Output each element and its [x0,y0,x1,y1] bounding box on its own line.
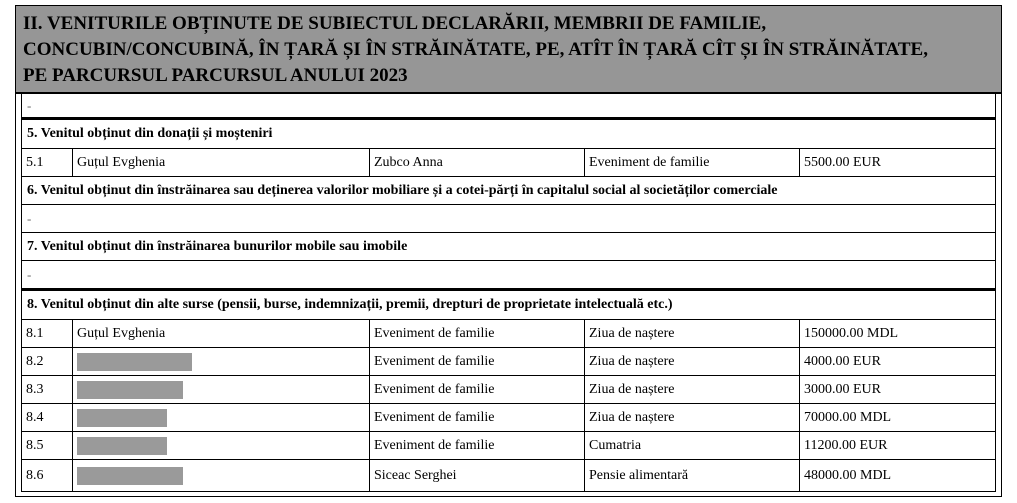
row-source: Eveniment de familie [369,376,584,403]
row-type: Ziua de naștere [584,348,799,375]
row-amount: 3000.00 EUR [799,376,995,403]
declaration-section-frame [15,5,1002,497]
row-number: 8.3 [26,381,44,397]
row-source: Eveniment de familie [369,348,584,375]
section-6-title: 6. Venitul obținut din înstrăinarea sau deținerea valorilor mobiliare și a cotei-părți în capitalul social al societăților comerciale [27,182,778,198]
section-8-heading [22,289,995,320]
row-amount: 11200.00 EUR [799,432,995,459]
table-row [22,404,995,432]
row-person: Guțul Evghenia [72,320,369,347]
row-number: 8.4 [26,409,44,425]
row-person: Guțul Evghenia [72,149,369,176]
row-person [72,460,369,491]
row-type: Eveniment de familie [584,149,799,176]
row-number: 8.6 [26,467,44,483]
row-type: Ziua de naștere [584,320,799,347]
row-person [72,348,369,375]
empty-dash: - [27,210,32,226]
redaction-block [77,353,192,371]
row-amount: 48000.00 MDL [799,460,995,491]
section-5-heading [22,118,995,149]
table-row [22,376,995,404]
empty-dash: - [27,266,32,282]
row-number: 8.5 [26,437,44,453]
income-table [21,94,996,492]
row-amount: 70000.00 MDL [799,404,995,431]
table-row [22,432,995,460]
redaction-block [77,409,167,427]
row-source: Eveniment de familie [369,432,584,459]
row-source: Zubco Anna [369,149,584,176]
section-6-heading [22,177,995,205]
header-line-2: CONCUBIN/CONCUBINĂ, ÎN ȚARĂ ȘI ÎN STRĂINĂTATE, PE, ATÎT ÎN ȚARĂ CÎT ȘI ÎN STRĂINĂTATE, [23,39,928,60]
row-type: Ziua de naștere [584,404,799,431]
row-number: 5.1 [26,154,44,170]
redaction-block [77,467,183,485]
table-row [22,320,995,348]
row-source: Siceac Serghei [369,460,584,491]
row-person [72,376,369,403]
row-amount: 150000.00 MDL [799,320,995,347]
row-amount: 5500.00 EUR [799,149,995,176]
section-header [16,6,1001,94]
row-person [72,432,369,459]
section-7-heading [22,233,995,261]
header-line-1: II. VENITURILE OBȚINUTE DE SUBIECTUL DECLARĂRII, MEMBRII DE FAMILIE, [23,13,767,34]
section-7-title: 7. Venitul obținut din înstrăinarea bunurilor mobile sau imobile [27,238,408,254]
section-5-title: 5. Venitul obținut din donații și moșteniri [27,126,273,141]
section-8-title: 8. Venitul obținut din alte surse (pensii, burse, indemnizații, premii, drepturi de proprietate intelectuală etc.) [27,297,673,312]
row-amount: 4000.00 EUR [799,348,995,375]
row-person [72,404,369,431]
row-type: Pensie alimentară [584,460,799,491]
redaction-block [77,381,183,399]
empty-row [22,94,995,118]
table-row [22,460,995,491]
row-type: Ziua de naștere [584,376,799,403]
empty-row [22,261,995,289]
row-type: Cumatria [584,432,799,459]
row-source: Eveniment de familie [369,320,584,347]
row-number: 8.1 [26,325,44,341]
header-line-3: PE PARCURSUL PARCURSUL ANULUI 2023 [23,65,408,86]
empty-row [22,205,995,233]
table-row [22,149,995,177]
table-row [22,348,995,376]
row-source: Eveniment de familie [369,404,584,431]
redaction-block [77,437,167,455]
empty-dash: - [27,97,32,113]
row-number: 8.2 [26,353,44,369]
